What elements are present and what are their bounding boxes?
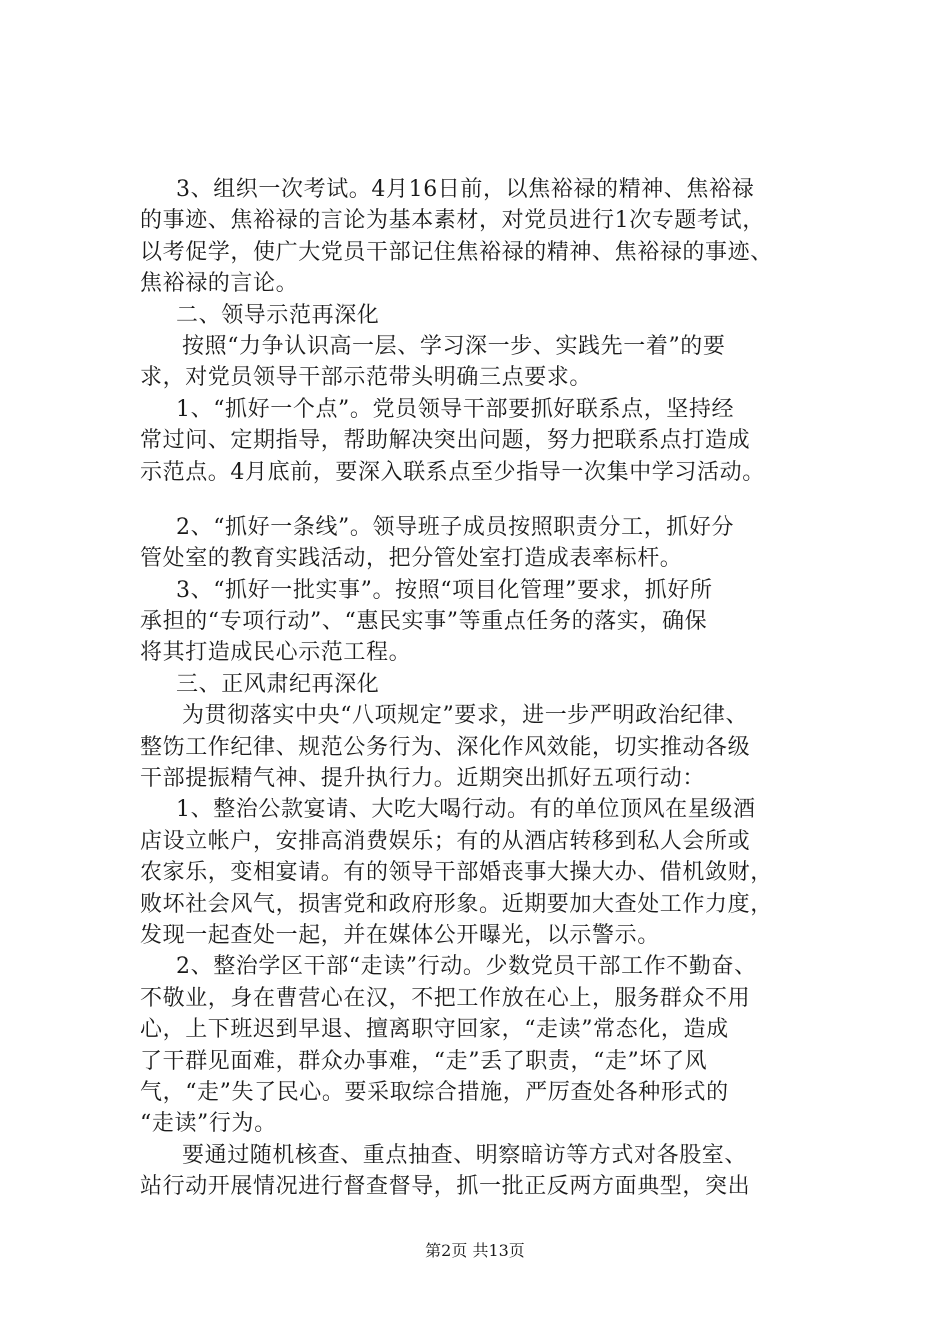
text-line: 心，上下班迟到早退、擅离职守回家，“走读”常态化，造成 [140,1017,729,1043]
section-heading: 二、领导示范再深化 [176,302,380,328]
text-line: 常过问、定期指导，帮助解决突出问题，努力把联系点打造成 [140,428,751,454]
text-line: 焦裕禄的言论。 [140,271,299,297]
text-line: 了干群见面难，群众办事难，“走”丢了职责，“走”坏了风 [140,1048,708,1074]
text-line: 按照“力争认识高一层、学习深一步、实践先一着”的要 [182,333,726,359]
text-line: 3、“抓好一批实事”。按照“项目化管理”要求，抓好所 [176,577,713,603]
text-line: 求，对党员领导干部示范带头明确三点要求。 [140,365,593,391]
text-line: 站行动开展情况进行督查督导，抓一批正反两方面典型，突出 [140,1174,751,1200]
text-line: 以考促学，使广大党员干部记住焦裕禄的精神、焦裕禄的事迹、 [140,239,773,265]
text-line: 示范点。4月底前，要深入联系点至少指导一次集中学习活动。 [140,459,765,485]
text-line: 不敬业，身在曹营心在汉，不把工作放在心上，服务群众不用 [140,985,751,1011]
page-number-footer: 第2页 共13页 [425,1241,525,1260]
text-line: 将其打造成民心示范工程。 [140,640,412,666]
text-line: 承担的“专项行动”、“惠民实事”等重点任务的落实，确保 [140,609,708,635]
text-line: 为贯彻落实中央“八项规定”要求，进一步严明政治纪律、 [182,703,749,729]
text-line: 的事迹、焦裕禄的言论为基本素材，对党员进行1次专题考试， [140,208,765,234]
text-line: 发现一起查处一起，并在媒体公开曝光，以示警示。 [140,922,660,948]
text-line: 2、整治学区干部“走读”行动。少数党员干部工作不勤奋、 [176,954,757,980]
text-line: 管处室的教育实践活动，把分管处室打造成表率标杆。 [140,546,683,572]
text-line: 1、整治公款宴请、大吃大喝行动。有的单位顶风在星级酒 [176,797,756,823]
text-line: 要通过随机核查、重点抽查、明察暗访等方式对各股室、 [182,1142,748,1168]
text-line: “走读”行为。 [140,1111,277,1137]
text-line: 干部提振精气神、提升执行力。近期突出抓好五项行动： [140,766,706,792]
text-line: 店设立帐户，安排高消费娱乐；有的从酒店转移到私人会所或 [140,828,751,854]
text-line: 1、“抓好一个点”。党员领导干部要抓好联系点，坚持经 [176,396,735,422]
blank-line [140,488,840,512]
text-line: 2、“抓好一条线”。领导班子成员按照职责分工，抓好分 [176,514,735,540]
text-line: 气，“走”失了民心。要采取综合措施，严厉查处各种形式的 [140,1079,729,1105]
text-line: 3、组织一次考试。4月16日前，以焦裕禄的精神、焦裕禄 [176,177,755,202]
section-heading: 三、正风肃纪再深化 [176,671,380,697]
text-line: 农家乐，变相宴请。有的领导干部婚丧事大操大办、借机敛财， [140,860,773,886]
document-body [140,174,840,1203]
text-line: 败坏社会风气，损害党和政府形象。近期要加大查处工作力度， [140,891,773,917]
text-line: 整饬工作纪律、规范公务行为、深化作风效能，切实推动各级 [140,734,751,760]
